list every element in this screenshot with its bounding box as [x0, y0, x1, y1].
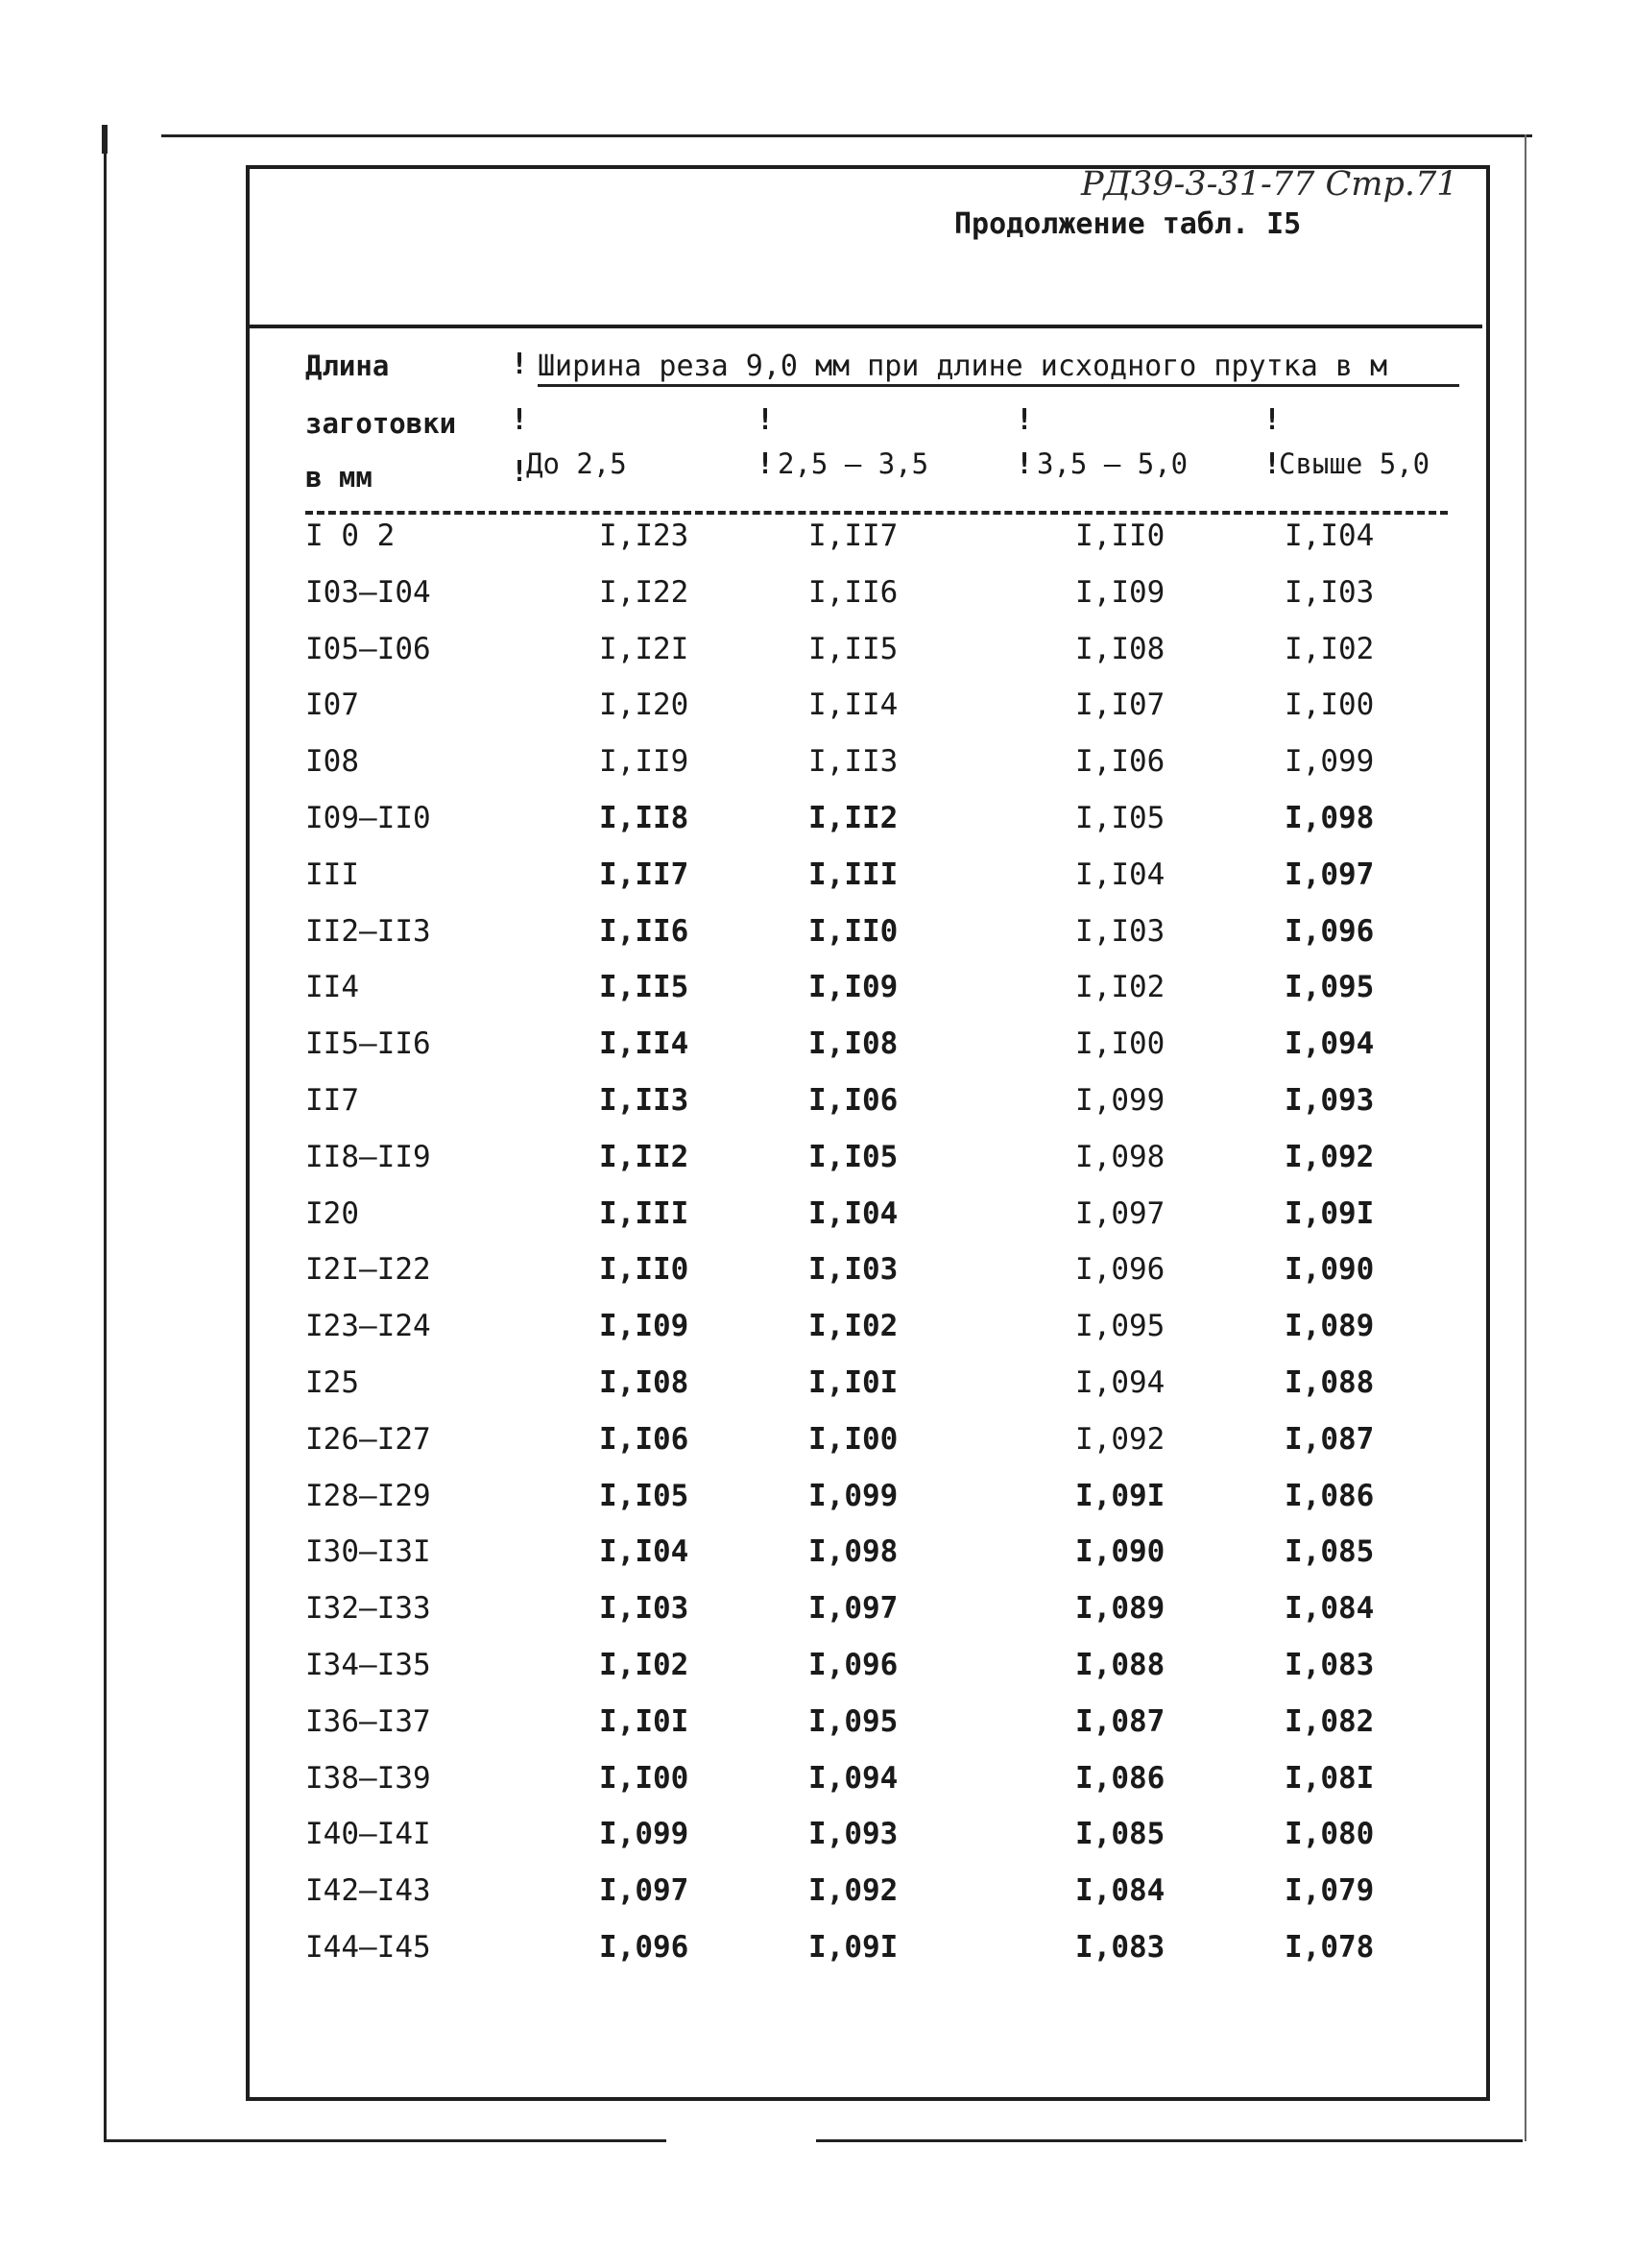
row-coefficient: I,096 [1075, 1252, 1165, 1288]
table-row [0, 1873, 1634, 1929]
row-coefficient: I,098 [1285, 801, 1375, 835]
row-coefficient: I,I03 [1075, 913, 1165, 949]
row-length: II8–II9 [305, 1139, 431, 1174]
row-length: II2–II3 [305, 913, 431, 949]
table-row [0, 744, 1634, 800]
row-coefficient: I,I04 [808, 1195, 899, 1231]
row-coefficient: I,I2I [599, 631, 689, 666]
row-coefficient: I,II3 [808, 744, 899, 780]
row-coefficient: I,II4 [808, 688, 899, 723]
row-coefficient: I,095 [808, 1703, 899, 1739]
row-length: I42–I43 [305, 1873, 431, 1909]
row-length: I30–I3I [305, 1534, 431, 1570]
row-coefficient: I,I20 [599, 688, 689, 723]
col0-header-line1: Длина [305, 350, 390, 382]
row-coefficient: I,096 [808, 1648, 899, 1682]
column-separator: ! [1263, 447, 1282, 481]
row-coefficient: I,II8 [599, 801, 689, 835]
row-coefficient: I,087 [1285, 1421, 1375, 1457]
row-coefficient: I,I09 [1075, 574, 1165, 610]
row-coefficient: I,097 [1285, 857, 1375, 892]
row-coefficient: I,I05 [1075, 801, 1165, 835]
row-coefficient: I,094 [808, 1760, 899, 1796]
row-coefficient: I,08I [1285, 1760, 1375, 1796]
table-row [0, 1422, 1634, 1478]
row-coefficient: I,079 [1285, 1873, 1375, 1909]
row-length: I07 [305, 688, 359, 723]
table-row [0, 632, 1634, 688]
row-coefficient: I,II6 [808, 574, 899, 610]
table-row [0, 1252, 1634, 1308]
row-coefficient: I,I0I [808, 1365, 899, 1400]
table-row [0, 1365, 1634, 1421]
row-coefficient: I,092 [808, 1873, 899, 1909]
row-coefficient: I,082 [1285, 1703, 1375, 1739]
row-length: I23–I24 [305, 1309, 431, 1344]
column-separator: ! [1016, 447, 1034, 481]
row-coefficient: I,I09 [599, 1309, 689, 1344]
row-coefficient: I,085 [1285, 1534, 1375, 1570]
row-coefficient: I,095 [1285, 970, 1375, 1005]
row-coefficient: I,094 [1075, 1365, 1165, 1400]
row-coefficient: I,097 [1075, 1195, 1165, 1231]
column-separator: ! [757, 447, 775, 481]
row-length: I28–I29 [305, 1478, 431, 1513]
row-length: I40–I4I [305, 1817, 431, 1852]
row-coefficient: I,096 [1285, 913, 1375, 949]
header-rule [250, 325, 1482, 328]
row-length: II4 [305, 970, 359, 1005]
document-code: РД39-3-31-77 Стр.71 [1081, 165, 1458, 204]
row-coefficient: I,I00 [1075, 1026, 1165, 1062]
row-coefficient: I,09I [1285, 1195, 1375, 1231]
row-coefficient: I,078 [1285, 1930, 1375, 1965]
row-length: III [305, 857, 359, 892]
column-separator: ! [511, 455, 529, 489]
row-length: I25 [305, 1365, 359, 1400]
column-separator: ! [511, 348, 529, 381]
row-coefficient: I,093 [808, 1817, 899, 1852]
row-coefficient: I,09I [808, 1930, 899, 1965]
row-coefficient: I,I00 [1285, 688, 1375, 723]
row-coefficient: I,I05 [599, 1478, 689, 1513]
row-coefficient: I,098 [1075, 1139, 1165, 1174]
row-coefficient: I,098 [808, 1534, 899, 1570]
row-coefficient: I,I02 [599, 1648, 689, 1682]
row-coefficient: I,I05 [808, 1139, 899, 1174]
table-row [0, 519, 1634, 574]
row-coefficient: I,II0 [1075, 519, 1165, 553]
row-coefficient: I,I08 [599, 1365, 689, 1400]
table-continuation-title: Продолжение табл. I5 [954, 207, 1302, 241]
row-coefficient: I,I06 [808, 1083, 899, 1118]
row-length: I38–I39 [305, 1760, 431, 1796]
row-coefficient: I,080 [1285, 1817, 1375, 1852]
row-coefficient: I,II2 [808, 801, 899, 835]
row-length: I20 [305, 1195, 359, 1231]
row-coefficient: I,088 [1075, 1648, 1165, 1682]
col3-header: 3,5 – 5,0 [1037, 447, 1189, 480]
row-coefficient: I,I00 [808, 1421, 899, 1457]
table-row [0, 1648, 1634, 1703]
row-coefficient: I,II3 [599, 1083, 689, 1118]
row-coefficient: I,093 [1285, 1083, 1375, 1118]
table-row [0, 914, 1634, 970]
table-row [0, 1761, 1634, 1817]
row-coefficient: I,09I [1075, 1478, 1165, 1513]
row-coefficient: I,099 [1285, 744, 1375, 780]
table-row [0, 688, 1634, 743]
table-row [0, 1591, 1634, 1647]
row-coefficient: I,083 [1075, 1930, 1165, 1965]
row-length: I2I–I22 [305, 1252, 431, 1288]
table-row [0, 575, 1634, 631]
row-coefficient: I,087 [1075, 1703, 1165, 1739]
row-coefficient: I,097 [808, 1591, 899, 1627]
span-header-title: Ширина реза 9,0 мм при длине исходного прутка в м [538, 350, 1388, 383]
row-coefficient: I,094 [1285, 1026, 1375, 1062]
row-length: I09–II0 [305, 801, 431, 835]
header-dashed-rule [305, 511, 1448, 515]
column-separator: ! [1263, 403, 1282, 437]
row-coefficient: I,II5 [808, 631, 899, 666]
page-border-mark [102, 125, 108, 154]
row-coefficient: I,092 [1285, 1139, 1375, 1174]
row-coefficient: I,III [599, 1195, 689, 1231]
row-coefficient: I,I0I [599, 1703, 689, 1739]
table-row [0, 857, 1634, 913]
row-coefficient: I,086 [1075, 1760, 1165, 1796]
row-coefficient: I,I02 [808, 1309, 899, 1344]
row-coefficient: I,II7 [599, 857, 689, 892]
table-row [0, 1083, 1634, 1139]
row-coefficient: I,090 [1285, 1252, 1375, 1288]
table-row [0, 1140, 1634, 1195]
row-length: I34–I35 [305, 1648, 431, 1682]
row-coefficient: I,083 [1285, 1648, 1375, 1682]
row-length: II7 [305, 1083, 359, 1118]
row-length: I05–I06 [305, 631, 431, 666]
row-length: I 0 2 [305, 519, 396, 553]
row-length: I26–I27 [305, 1421, 431, 1457]
row-coefficient: I,II0 [599, 1252, 689, 1288]
row-length: I03–I04 [305, 574, 431, 610]
column-separator: ! [757, 403, 775, 437]
column-separator: ! [1016, 403, 1034, 437]
span-header-underline [538, 384, 1459, 387]
table-row [0, 1817, 1634, 1872]
row-coefficient: I,I00 [599, 1760, 689, 1796]
row-coefficient: I,089 [1285, 1309, 1375, 1344]
page-border-bottom [816, 2139, 1523, 2142]
col4-header: Свыше 5,0 [1279, 447, 1430, 480]
page-border-bottom [104, 2139, 666, 2142]
row-coefficient: I,I09 [808, 970, 899, 1005]
row-coefficient: I,II9 [599, 744, 689, 780]
table-row [0, 801, 1634, 857]
row-coefficient: I,I03 [1285, 574, 1375, 610]
row-coefficient: I,I02 [1075, 970, 1165, 1005]
row-coefficient: I,I02 [1285, 631, 1375, 666]
row-coefficient: I,085 [1075, 1817, 1165, 1852]
row-coefficient: I,II2 [599, 1139, 689, 1174]
row-coefficient: I,I04 [599, 1534, 689, 1570]
row-coefficient: I,084 [1285, 1591, 1375, 1627]
row-coefficient: I,I08 [1075, 631, 1165, 666]
col0-header-line2: заготовки [305, 407, 457, 440]
col1-header: До 2,5 [526, 447, 627, 480]
table-row [0, 1309, 1634, 1364]
row-coefficient: I,096 [599, 1930, 689, 1965]
row-coefficient: I,099 [1075, 1083, 1165, 1118]
row-length: I32–I33 [305, 1591, 431, 1627]
table-row [0, 1534, 1634, 1590]
row-coefficient: I,095 [1075, 1309, 1165, 1344]
row-coefficient: I,I03 [599, 1591, 689, 1627]
row-coefficient: I,092 [1075, 1421, 1165, 1457]
row-coefficient: I,III [808, 857, 899, 892]
column-separator: ! [511, 403, 529, 437]
row-coefficient: I,097 [599, 1873, 689, 1909]
row-coefficient: I,I03 [808, 1252, 899, 1288]
row-coefficient: I,088 [1285, 1365, 1375, 1400]
row-coefficient: I,086 [1285, 1478, 1375, 1513]
row-coefficient: I,I04 [1285, 519, 1375, 553]
page-border-top [161, 134, 1532, 137]
row-coefficient: I,099 [808, 1478, 899, 1513]
row-length: I08 [305, 744, 359, 780]
row-coefficient: I,I06 [1075, 744, 1165, 780]
row-coefficient: I,I23 [599, 519, 689, 553]
row-coefficient: I,II0 [808, 913, 899, 949]
table-row [0, 1026, 1634, 1082]
table-row [0, 1704, 1634, 1760]
row-coefficient: I,090 [1075, 1534, 1165, 1570]
row-coefficient: I,II5 [599, 970, 689, 1005]
row-coefficient: I,I08 [808, 1026, 899, 1062]
row-coefficient: I,089 [1075, 1591, 1165, 1627]
row-coefficient: I,II7 [808, 519, 899, 553]
col0-header-line3: в мм [305, 461, 372, 494]
row-coefficient: I,I07 [1075, 688, 1165, 723]
row-coefficient: I,II4 [599, 1026, 689, 1062]
row-length: I44–I45 [305, 1930, 431, 1965]
row-coefficient: I,I06 [599, 1421, 689, 1457]
row-coefficient: I,099 [599, 1817, 689, 1852]
row-coefficient: I,I22 [599, 574, 689, 610]
row-coefficient: I,I04 [1075, 857, 1165, 892]
table-row [0, 970, 1634, 1025]
row-coefficient: I,II6 [599, 913, 689, 949]
row-length: II5–II6 [305, 1026, 431, 1062]
row-coefficient: I,084 [1075, 1873, 1165, 1909]
table-row [0, 1930, 1634, 1986]
row-length: I36–I37 [305, 1703, 431, 1739]
table-row [0, 1479, 1634, 1534]
col2-header: 2,5 – 3,5 [778, 447, 929, 480]
table-row [0, 1196, 1634, 1252]
